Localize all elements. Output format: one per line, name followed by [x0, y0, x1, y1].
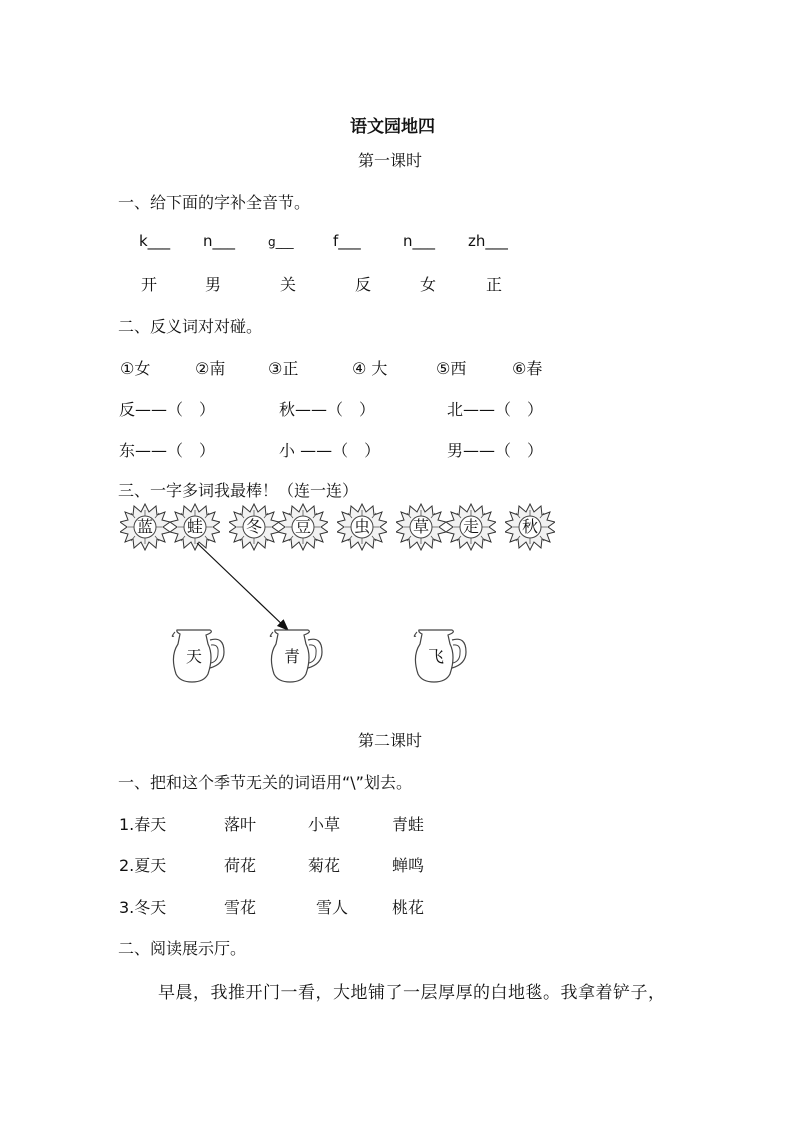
- season-word[interactable]: 蝉鸣: [392, 856, 425, 875]
- sun-card-char: 豆: [294, 517, 311, 536]
- pitcher-card[interactable]: [268, 626, 328, 686]
- antonym-option: ④ 大: [352, 359, 388, 378]
- pitcher-card-char: 天: [185, 647, 202, 666]
- q2-title: 二、反义词对对碰。: [118, 317, 263, 336]
- antonym-option: ③正: [268, 359, 299, 378]
- lesson2-heading: 第二课时: [358, 731, 423, 750]
- sun-card-char: 蓝: [136, 517, 153, 536]
- antonym-blank: 北——（ ）: [447, 400, 544, 419]
- antonym-option: ⑥春: [512, 359, 543, 378]
- sun-card-char: 冬: [245, 517, 262, 536]
- sun-card-char: 秋: [521, 517, 538, 536]
- pinyin-blank: n___: [203, 232, 236, 250]
- pinyin-blank: k___: [139, 232, 171, 250]
- antonym-blank: 小 ——（ ）: [279, 441, 381, 460]
- sun-card-char: 蛙: [186, 517, 203, 536]
- pitcher-card-char: 青: [283, 647, 300, 666]
- pinyin-blank: f___: [333, 232, 361, 250]
- antonym-blank: 男——（ ）: [447, 441, 544, 460]
- antonym-option: ①女: [120, 359, 151, 378]
- character: 正: [486, 275, 503, 294]
- season-label: 1.春天: [119, 815, 167, 834]
- q1-title: 一、给下面的字补全音节。: [118, 193, 311, 212]
- sun-card-char: 草: [412, 517, 429, 536]
- antonym-blank: 秋——（ ）: [279, 400, 376, 419]
- l2-q1-title: 一、把和这个季节无关的词语用“\”划去。: [118, 773, 412, 792]
- sun-card-char: 走: [462, 517, 479, 536]
- season-word[interactable]: 荷花: [224, 856, 257, 875]
- season-label: 2.夏天: [119, 856, 167, 875]
- season-word[interactable]: 青蛙: [392, 815, 425, 834]
- pitcher-card-char: 飞: [427, 647, 444, 666]
- antonym-option: ⑤西: [436, 359, 467, 378]
- character: 关: [280, 275, 297, 294]
- lesson1-heading: 第一课时: [358, 151, 423, 170]
- l2-q2-title: 二、阅读展示厅。: [118, 939, 247, 958]
- season-word[interactable]: 雪人: [316, 898, 349, 917]
- pitcher-card[interactable]: [412, 626, 472, 686]
- q3-title: 三、一字多词我最棒！（连一连）: [118, 481, 359, 500]
- antonym-option: ②南: [195, 359, 226, 378]
- season-word[interactable]: 菊花: [308, 856, 341, 875]
- season-word[interactable]: 雪花: [224, 898, 257, 917]
- pinyin-blank: g___: [268, 235, 294, 249]
- antonym-blank: 反——（ ）: [119, 400, 216, 419]
- character: 反: [355, 275, 372, 294]
- character: 开: [141, 275, 158, 294]
- antonym-blank: 东——（ ）: [119, 441, 216, 460]
- pitcher-card[interactable]: [170, 626, 230, 686]
- season-word[interactable]: 落叶: [224, 815, 257, 834]
- season-label: 3.冬天: [119, 898, 167, 917]
- pinyin-blank: zh___: [468, 232, 508, 250]
- pinyin-blank: n___: [403, 232, 436, 250]
- page-title: 语文园地四: [350, 117, 435, 137]
- sun-card-char: 虫: [353, 517, 370, 536]
- reading-passage: 早晨，我推开门一看，大地铺了一层厚厚的白地毯。我拿着铲子，: [158, 983, 666, 1003]
- season-word[interactable]: 桃花: [392, 898, 425, 917]
- season-word[interactable]: 小草: [308, 815, 341, 834]
- character: 女: [420, 275, 437, 294]
- character: 男: [205, 275, 222, 294]
